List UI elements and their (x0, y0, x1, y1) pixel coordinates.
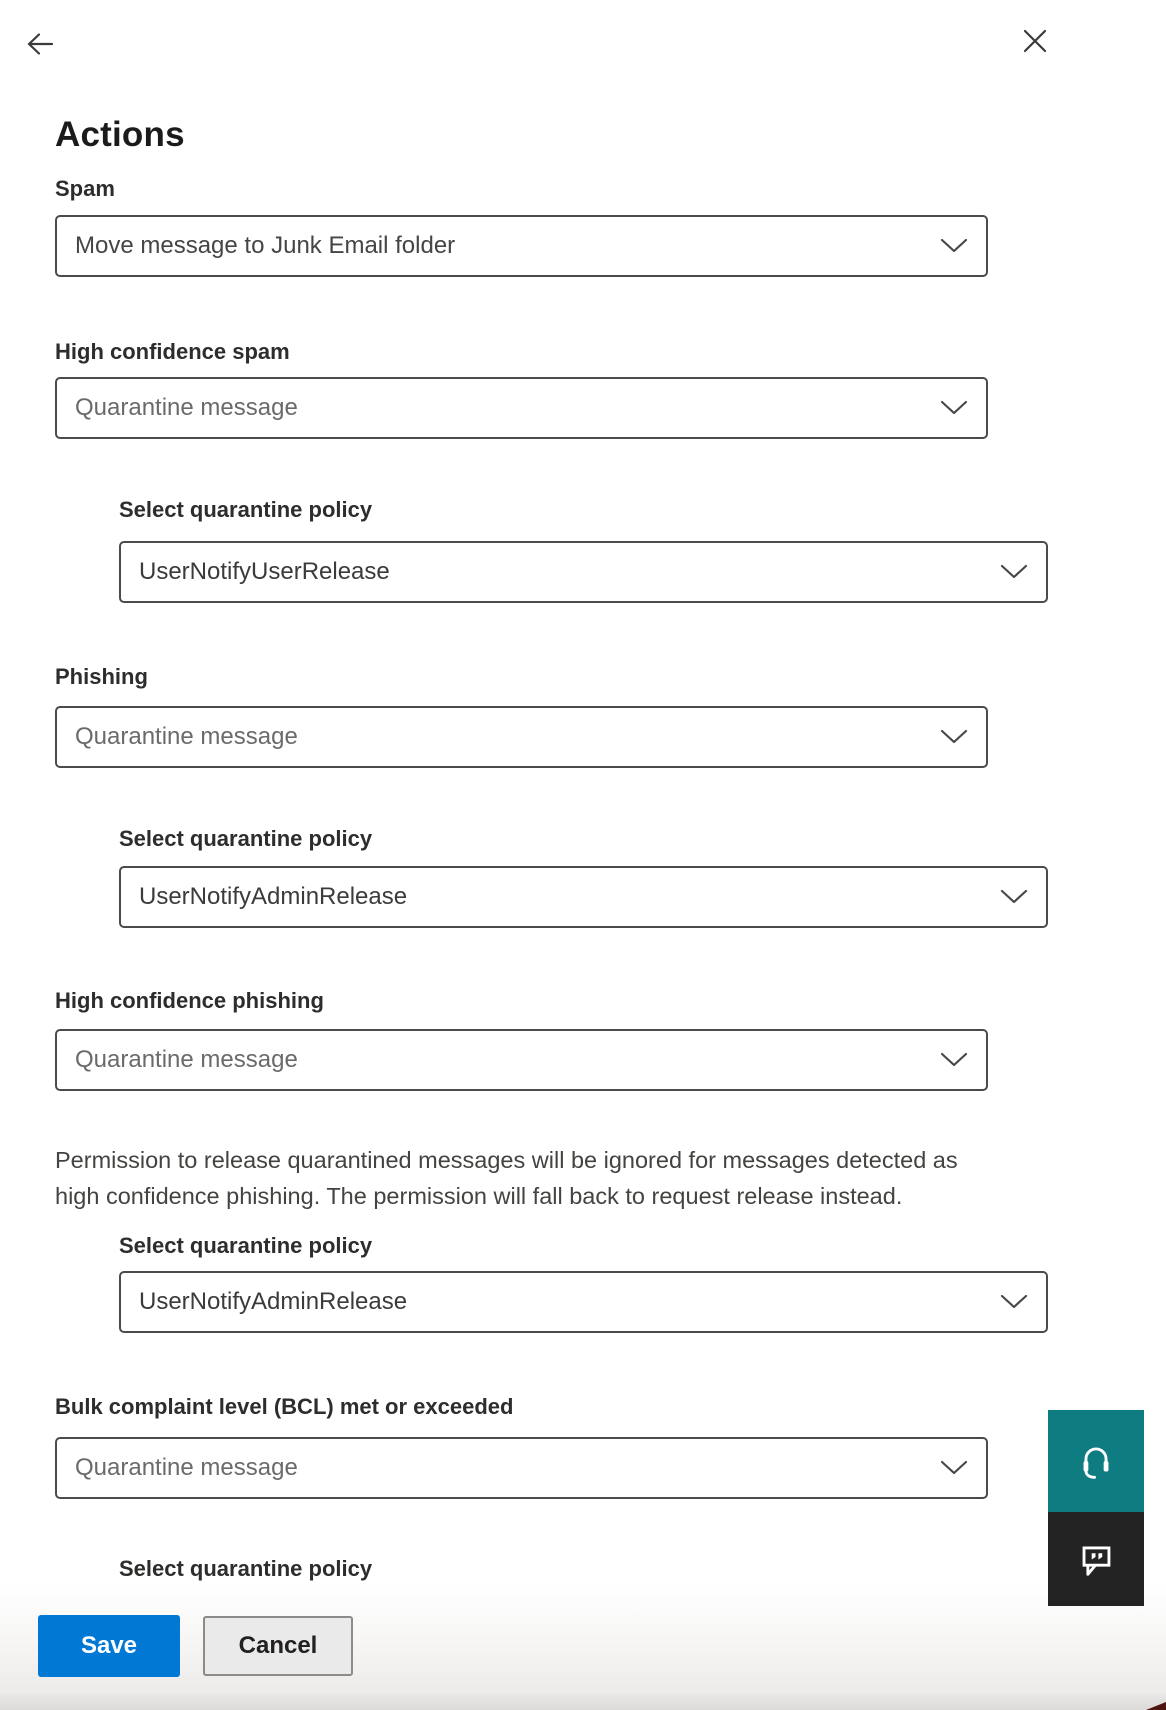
dropdown-value: Quarantine message (75, 723, 298, 750)
hcs-quarantine-policy-dropdown[interactable] (119, 541, 1048, 603)
high-confidence-phishing-label: High confidence phishing (55, 988, 324, 1013)
spam-label: Spam (55, 176, 115, 201)
bcl-label: Bulk complaint level (BCL) met or exceeded (55, 1394, 514, 1419)
high-confidence-phishing-action-dropdown[interactable] (55, 1029, 988, 1091)
close-button[interactable] (1014, 20, 1056, 62)
chevron-down-icon (1000, 1294, 1028, 1310)
arrow-left-icon (23, 27, 57, 61)
dropdown-value: UserNotifyAdminRelease (139, 883, 408, 910)
dropdown-value: Quarantine message (75, 394, 298, 421)
dropdown-value: Move message to Junk Email folder (75, 232, 456, 259)
hcp-permission-note (55, 1142, 1075, 1214)
save-button[interactable]: Save (38, 1615, 180, 1677)
dropdown-value: UserNotifyUserRelease (139, 558, 390, 585)
hcp-quarantine-policy-label: Select quarantine policy (119, 1233, 373, 1258)
spam-action-dropdown[interactable] (55, 215, 988, 277)
chevron-down-icon (1000, 564, 1028, 580)
back-button[interactable] (20, 24, 60, 64)
dropdown-value: Quarantine message (75, 1454, 298, 1481)
high-confidence-spam-label: High confidence spam (55, 339, 290, 364)
chevron-down-icon (940, 1460, 968, 1476)
phishing-action-dropdown[interactable] (55, 706, 988, 768)
high-confidence-spam-action-dropdown[interactable] (55, 377, 988, 439)
chevron-down-icon (940, 238, 968, 254)
bcl-action-dropdown[interactable] (55, 1437, 988, 1499)
chevron-down-icon (940, 729, 968, 745)
chevron-down-icon (940, 1052, 968, 1068)
bottom-edge-strip (0, 1694, 1166, 1710)
page-title: Actions (55, 115, 185, 155)
hcp-quarantine-policy-dropdown[interactable] (119, 1271, 1048, 1333)
chevron-down-icon (940, 400, 968, 416)
cancel-button[interactable]: Cancel (203, 1616, 353, 1676)
close-icon (1020, 26, 1050, 56)
chat-bubble-icon (1073, 1535, 1119, 1584)
note-line-1: Permission to release quarantined messages will be ignored for messages detected as (55, 1147, 958, 1173)
phishing-label: Phishing (55, 664, 148, 689)
chevron-down-icon (1000, 889, 1028, 905)
feedback-button[interactable] (1048, 1512, 1144, 1606)
headset-icon (1073, 1437, 1119, 1486)
note-line-2: high confidence phishing. The permission will fall back to request release instead. (55, 1183, 903, 1209)
bcl-quarantine-policy-label-clipped: Select quarantine policy (119, 1556, 373, 1581)
dropdown-value: Quarantine message (75, 1046, 298, 1073)
phishing-quarantine-policy-dropdown[interactable] (119, 866, 1048, 928)
phishing-quarantine-policy-label: Select quarantine policy (119, 826, 373, 851)
dropdown-value: UserNotifyAdminRelease (139, 1288, 408, 1315)
help-button[interactable] (1048, 1410, 1144, 1512)
hcs-quarantine-policy-label: Select quarantine policy (119, 497, 373, 522)
